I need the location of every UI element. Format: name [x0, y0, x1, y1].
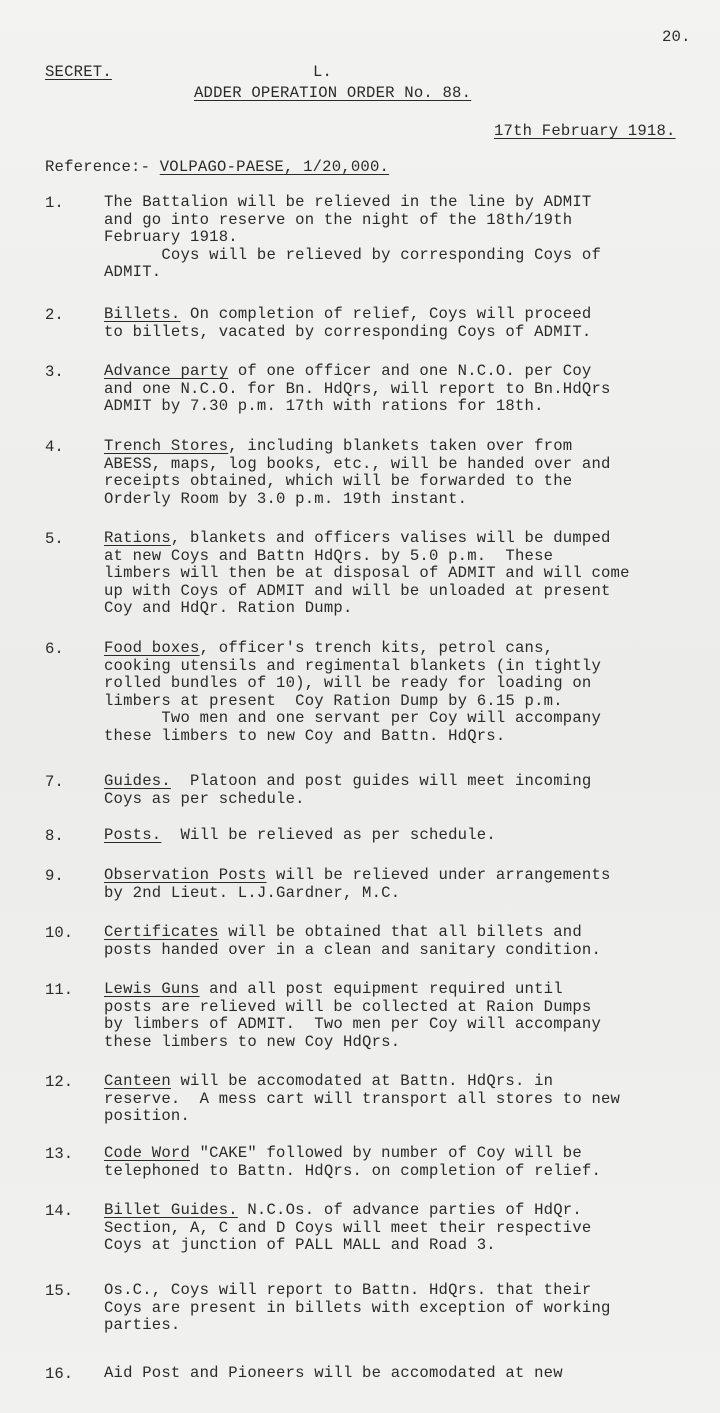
paragraph-text: Two men and one servant per Coy will accompany: [104, 709, 602, 728]
paragraph-number: 2.: [45, 306, 64, 324]
paragraph-line: [104, 491, 467, 508]
paragraph-text: Aid Post and Pioneers will be accomodated at new: [104, 1364, 563, 1382]
paragraph-text: these limbers to new Coy and Battn. HdQrs.: [104, 727, 506, 745]
page-number: 20.: [662, 28, 691, 46]
paragraph-line: [104, 194, 591, 211]
paragraph-text: Os.C., Coys will report to Battn. HdQrs. that their: [104, 1281, 592, 1299]
paragraph-text: N.C.Os. of advance parties of HdQr.: [237, 1201, 582, 1219]
paragraph-text: Coys at junction of PALL MALL and Road 3.: [104, 1236, 496, 1255]
paragraph-line: [104, 1091, 620, 1108]
paragraph-line: [104, 885, 400, 902]
paragraph-text: ADMIT.: [104, 263, 162, 282]
paragraph-heading: Observation Posts: [104, 866, 267, 884]
paragraph-line: [104, 212, 572, 229]
paragraph-line: [104, 999, 591, 1016]
paragraph-line: [104, 324, 591, 341]
paragraph-line: [104, 600, 353, 617]
paragraph-line: [104, 1365, 563, 1382]
paragraph-line: [104, 1220, 591, 1237]
paragraph-text: by 2nd Lieut. L.J.Gardner, M.C.: [104, 883, 401, 902]
paragraph-heading: Guides.: [104, 772, 171, 790]
paragraph-text: and go into reserve on the night of the 18th/19th: [104, 210, 573, 229]
paragraph-line: [104, 942, 601, 959]
paragraph-line: [104, 363, 591, 380]
paragraph-number: 9.: [45, 867, 64, 885]
paragraph-line: [104, 658, 601, 675]
paragraph-text: limbers will then be at disposal of ADMIT and will come: [104, 564, 630, 583]
paragraph-heading: Posts.: [104, 826, 162, 844]
paragraph-text: receipts obtained, which will be forwarded to the: [104, 472, 573, 491]
paragraph-line: [104, 1300, 611, 1317]
order-title: ADDER OPERATION ORDER No. 88.: [194, 84, 472, 102]
paragraph-text: parties.: [104, 1316, 181, 1335]
paragraph-number: 10.: [45, 924, 74, 942]
paragraph-line: [104, 1202, 582, 1219]
paragraph-number: 5.: [45, 530, 64, 548]
paragraph-number: 16.: [45, 1365, 74, 1383]
paragraph-text: telephoned to Battn. HdQrs. on completion of relief.: [104, 1161, 602, 1180]
copy-letter: L.: [313, 63, 333, 81]
paragraph-line: [104, 827, 496, 844]
paragraph-line: [104, 565, 630, 582]
paragraph-text: ABESS, maps, log books, etc., will be handed over and: [104, 454, 611, 473]
paragraph-text: to billets, vacated by corresponding Coys of ADMIT.: [104, 322, 592, 341]
paragraph-text: Will be relieved as per schedule.: [161, 826, 496, 844]
paragraph-text: Coys will be relieved by corresponding Coys of: [104, 245, 602, 264]
paragraph-number: 14.: [45, 1202, 74, 1220]
paragraph-line: [104, 473, 572, 490]
paragraph-line: [104, 438, 572, 455]
paragraph-line: [104, 1016, 601, 1033]
paragraph-text: of one officer and one N.C.O. per Coy: [228, 362, 592, 380]
paragraph-heading: Food boxes: [104, 639, 200, 657]
paragraph-line: [104, 1317, 180, 1334]
reference-map: VOLPAGO-PAESE, 1/20,000.: [159, 158, 390, 176]
paragraph-line: [104, 381, 611, 398]
paragraph-text: at new Coys and Battn HdQrs. by 5.0 p.m. These: [104, 546, 554, 565]
paragraph-line: [104, 640, 553, 657]
paragraph-text: On completion of relief, Coys will proceed: [180, 305, 592, 323]
paragraph-line: [104, 247, 601, 264]
paragraph-line: [104, 548, 553, 565]
paragraph-number: 6.: [45, 640, 64, 658]
paragraph-heading: Code Word: [104, 1144, 191, 1162]
paragraph-text: , including blankets taken over from: [228, 437, 573, 455]
paragraph-line: [104, 1073, 553, 1090]
paragraph-number: 13.: [45, 1145, 74, 1163]
paragraph-line: [104, 791, 305, 808]
paragraph-text: will be relieved under arrangements: [266, 866, 611, 884]
paragraph-text: up with Coys of ADMIT and will be unloaded at present: [104, 581, 611, 600]
paragraph-text: Orderly Room by 3.0 p.m. 19th instant.: [104, 489, 468, 508]
paragraph-line: [104, 229, 238, 246]
paragraph-number: 4.: [45, 438, 64, 456]
paragraph-line: [104, 867, 611, 884]
paragraph-text: , officer's trench kits, petrol cans,: [199, 639, 554, 657]
paragraph-heading: Canteen: [104, 1072, 171, 1090]
paragraph-text: and all post equipment required until: [199, 980, 563, 998]
paragraph-text: by limbers of ADMIT. Two men per Coy will accompany: [104, 1015, 602, 1034]
paragraph-number: 1.: [45, 194, 64, 212]
reference-label: Reference:-: [45, 158, 160, 176]
reference-line: [45, 159, 389, 176]
paragraph-heading: Trench Stores: [104, 437, 229, 455]
paragraph-line: [104, 1237, 496, 1254]
paragraph-number: 12.: [45, 1073, 74, 1091]
order-date: 17th February 1918.: [494, 122, 676, 140]
paragraph-heading: Advance party: [104, 362, 229, 380]
paragraph-text: Coys are present in billets with exception of working: [104, 1298, 611, 1317]
paragraph-text: ADMIT by 7.30 p.m. 17th with rations for 18th.: [104, 397, 544, 416]
paragraph-text: Platoon and post guides will meet incoming: [170, 772, 592, 790]
paragraph-text: rolled bundles of 10), will be ready for loading on: [104, 674, 592, 693]
paragraph-line: [104, 981, 563, 998]
paragraph-text: , blankets and officers valises will be dumped: [170, 529, 611, 547]
paragraph-line: [104, 924, 582, 941]
paragraph-line: [104, 306, 591, 323]
paragraph-text: will be obtained that all billets and: [218, 923, 582, 941]
paragraph-line: [104, 773, 591, 790]
paragraph-heading: Rations: [104, 529, 171, 547]
paragraph-number: 7.: [45, 773, 64, 791]
paragraph-line: [104, 530, 611, 547]
paragraph-text: and one N.C.O. for Bn. HdQrs, will report to Bn.HdQrs: [104, 379, 611, 398]
paragraph-text: posts handed over in a clean and sanitary condition.: [104, 940, 602, 959]
paragraph-text: Section, A, C and D Coys will meet their respective: [104, 1218, 592, 1237]
paragraph-line: [104, 675, 591, 692]
paragraph-number: 11.: [45, 981, 74, 999]
paragraph-line: [104, 1163, 601, 1180]
paragraph-text: Coys as per schedule.: [104, 789, 305, 808]
paragraph-text: "CAKE" followed by number of Coy will be: [190, 1144, 582, 1162]
paragraph-heading: Lewis Guns: [104, 980, 200, 998]
paragraph-text: Coy and HdQr. Ration Dump.: [104, 599, 353, 618]
paragraph-line: [104, 264, 161, 281]
paragraph-text: will be accomodated at Battn. HdQrs. in: [170, 1072, 554, 1090]
paragraph-line: [104, 1145, 582, 1162]
paragraph-text: cooking utensils and regimental blankets (in tightly: [104, 656, 602, 675]
paragraph-text: The Battalion will be relieved in the line by ADMIT: [104, 193, 592, 211]
paragraph-text: February 1918.: [104, 228, 238, 247]
paragraph-text: these limbers to new Coy HdQrs.: [104, 1032, 401, 1051]
paragraph-line: [104, 728, 505, 745]
paragraph-line: [104, 1108, 190, 1125]
paragraph-number: 15.: [45, 1282, 74, 1300]
paragraph-number: 8.: [45, 827, 64, 845]
paragraph-line: [104, 398, 544, 415]
paragraph-heading: Billets.: [104, 305, 181, 323]
classification-mark: SECRET.: [45, 63, 112, 81]
paragraph-number: 3.: [45, 363, 64, 381]
paragraph-line: [104, 456, 611, 473]
paragraph-line: [104, 710, 601, 727]
paragraph-line: [104, 583, 611, 600]
paragraph-text: reserve. A mess cart will transport all stores to new: [104, 1089, 621, 1108]
paragraph-text: posts are relieved will be collected at Raion Dumps: [104, 997, 592, 1016]
paragraph-heading: Billet Guides.: [104, 1201, 238, 1219]
paragraph-text: limbers at present Coy Ration Dump by 6.15 p.m.: [104, 691, 563, 710]
paragraph-line: [104, 1282, 591, 1299]
paragraph-line: [104, 693, 563, 710]
paragraph-heading: Certificates: [104, 923, 219, 941]
paragraph-text: position.: [104, 1107, 191, 1126]
paragraph-line: [104, 1034, 400, 1051]
